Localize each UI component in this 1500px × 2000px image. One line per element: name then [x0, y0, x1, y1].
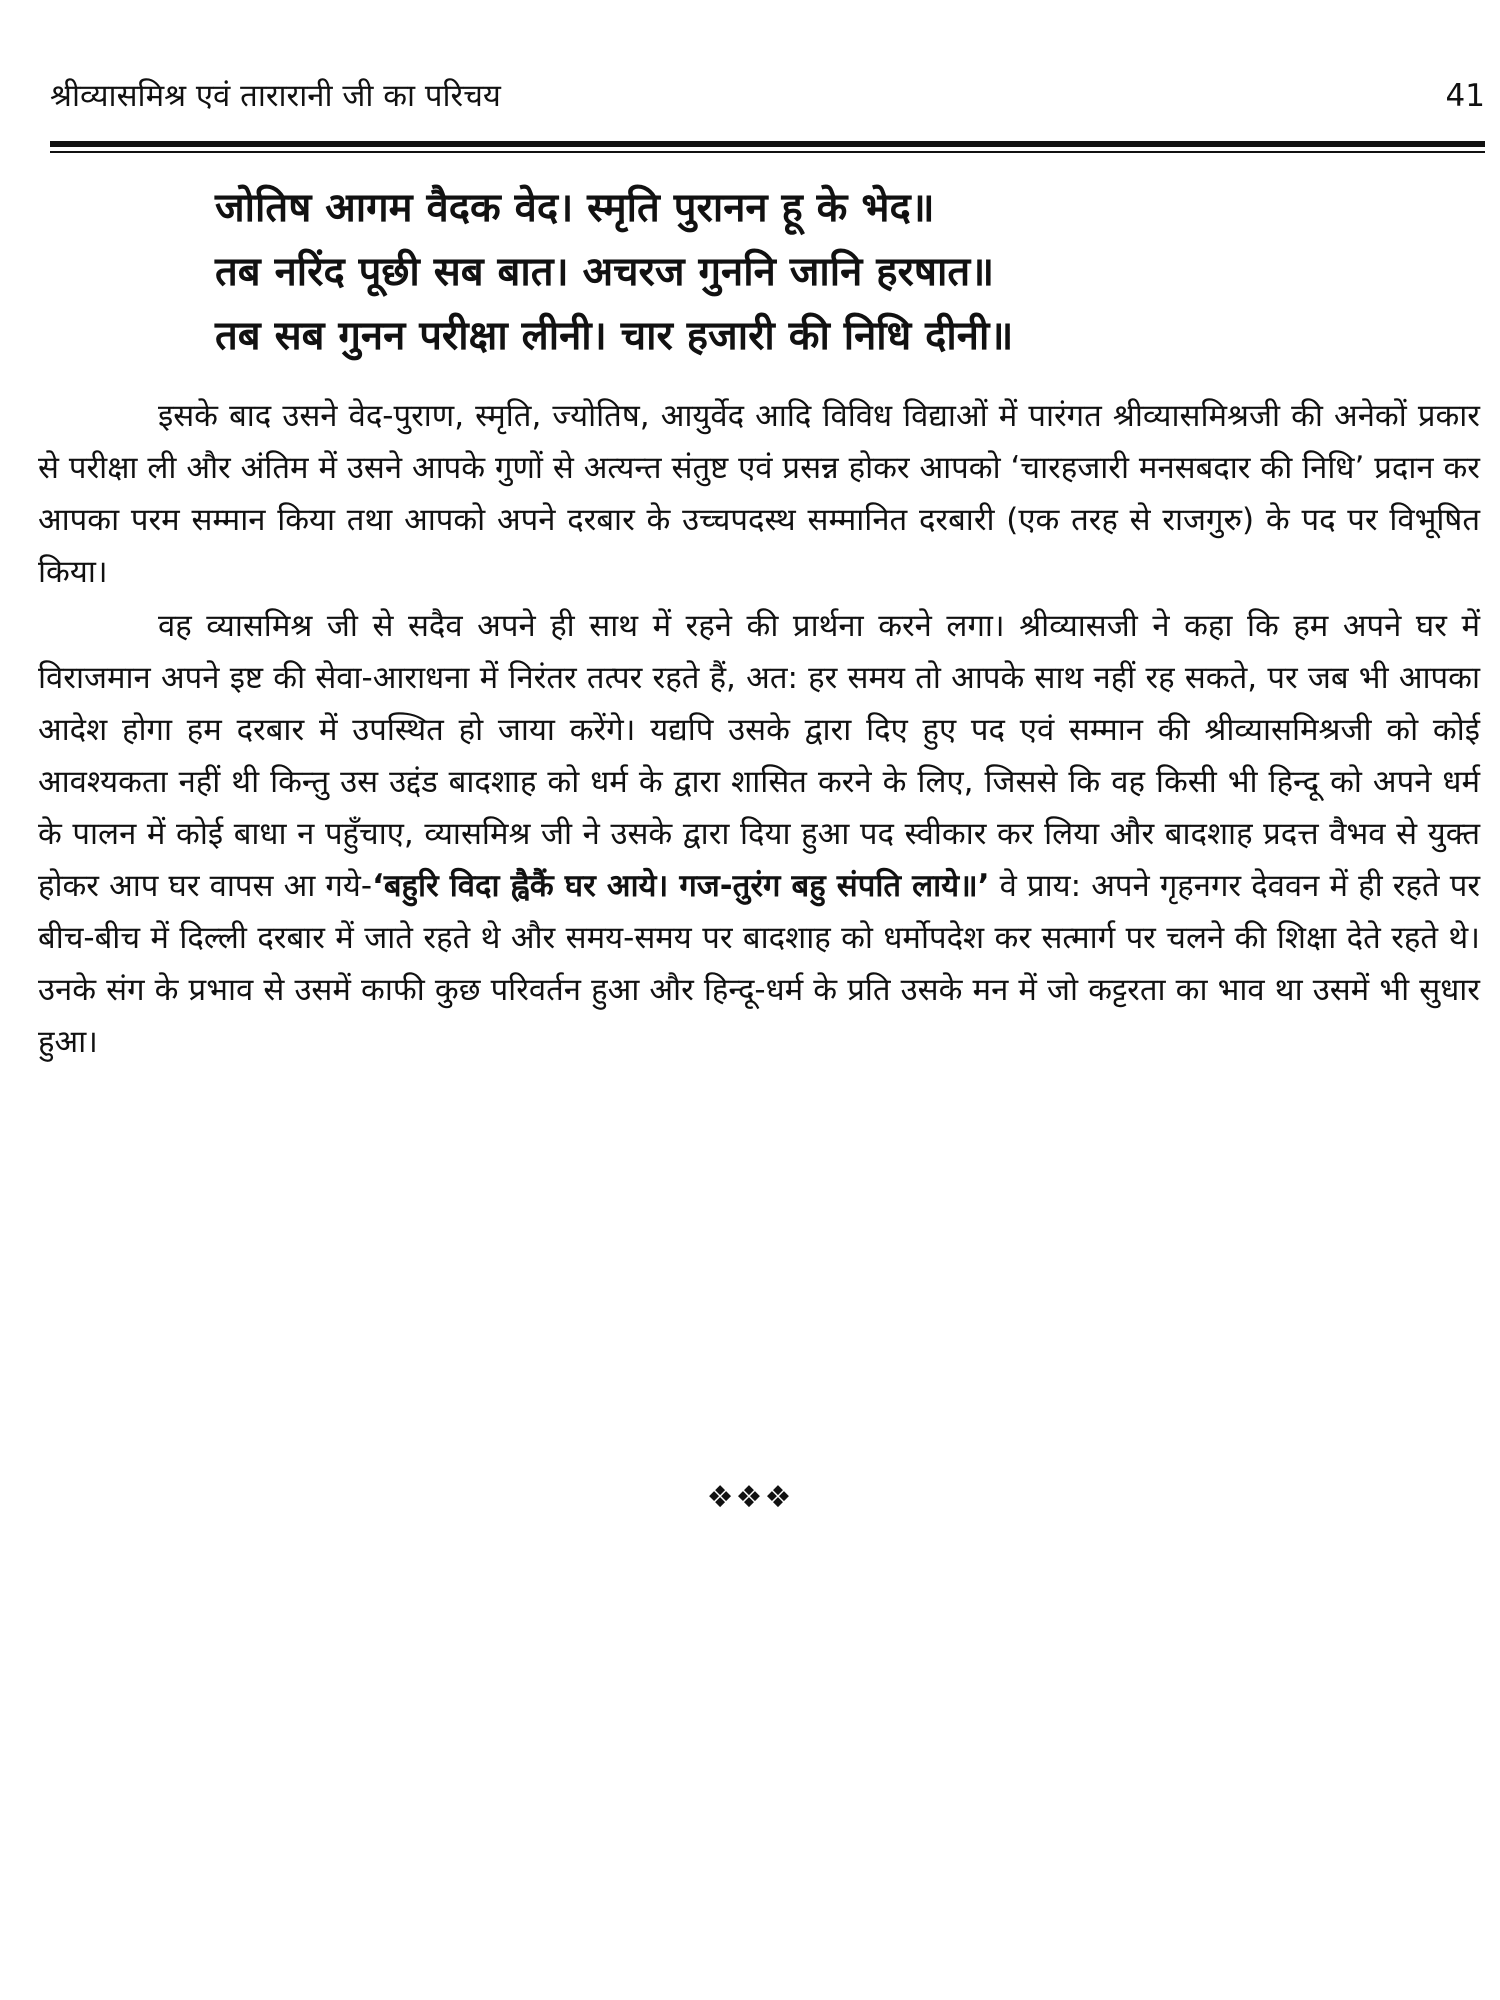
body-text	[38, 390, 1480, 1068]
paragraph-1: इसके बाद उसने वेद-पुराण, स्मृति, ज्योतिष, आयुर्वेद आदि विविध विद्याओं में पारंगत श्रीव्यासमिश्रजी की अनेकों प्रकार से परीक्षा ली और अंतिम में उसने आपके गुणों से अत्यन्त संतुष्ट एवं प्रसन्न होकर आपको ‘चारहजारी मनसबदार की निधि’ प्रदान कर आपका परम सम्मान किया तथा आपको अपने दरबार के उच्चपदस्थ सम्मानित दरबारी (एक तरह से राजगुरु) के पद पर विभूषित किया।	[38, 398, 1480, 590]
verse-line: तब सब गुनन परीक्षा लीनी। चार हजारी की निधि दीनी॥	[215, 313, 1014, 359]
verse-line: तब नरिंद पूछी सब बात। अचरज गुननि जानि हरषात॥	[215, 249, 995, 295]
paragraph-2	[38, 600, 1480, 1068]
header-rule-thick	[50, 141, 1485, 147]
header-title: श्रीव्यासमिश्र एवं तारारानी जी का परिचय	[50, 78, 501, 114]
page-number: 41	[1445, 78, 1485, 114]
paragraph-2-text: वह व्यासमिश्र जी से सदैव अपने ही साथ में रहने की प्रार्थना करने लगा। श्रीव्यासजी ने कहा कि हम अपने घर में विराजमान अपने इष्ट की सेवा-आराधना में निरंतर तत्पर रहते हैं, अत: हर समय तो आपके साथ नहीं रह सकते, पर जब भी आपका आदेश होगा हम दरबार में उपस्थित हो जाया करेंगे। यद्यपि उसके द्वारा दिए हुए पद एवं सम्मान की श्रीव्यासमिश्रजी को कोई आवश्यकता नहीं थी किन्तु उस उद्दंड बादशाह को धर्म के द्वारा शासित करने के लिए, जिससे कि वह किसी भी हिन्दू को अपने धर्म के पालन में कोई बाधा न पहुँचाए, व्यासमिश्र जी ने उसके द्वारा दिया हुआ पद स्वीकार कर लिया और बादशाह प्रदत्त वैभव से युक्त होकर आप घर वापस आ गये-	[38, 608, 1480, 904]
section-end-ornament: ❖❖❖	[706, 1480, 794, 1515]
verse-block	[215, 176, 1365, 368]
running-header	[50, 72, 1485, 122]
verse-line: जोतिष आगम वैदक वेद। स्मृति पुरानन हू के भेद॥	[215, 185, 935, 231]
paragraph-2-continuation: वे प्राय: अपने गृहनगर देववन में ही रहते पर बीच-बीच में दिल्ली दरबार में जाते रहते थे और समय-समय पर बादशाह को धर्मोपदेश कर सत्मार्ग पर चलने की शिक्षा देते रहते थे। उनके संग के प्रभाव से उसमें काफी कुछ परिवर्तन हुआ और हिन्दू-धर्म के प्रति उसके मन में जो कट्टरता का भाव था उसमें भी सुधार हुआ।	[38, 868, 1481, 1060]
inline-verse-quote: ‘बहुरि विदा ह्वैकैं घर आये। गज-तुरंग बहु संपति लाये॥’	[372, 868, 990, 904]
header-rule-thin	[50, 151, 1485, 153]
